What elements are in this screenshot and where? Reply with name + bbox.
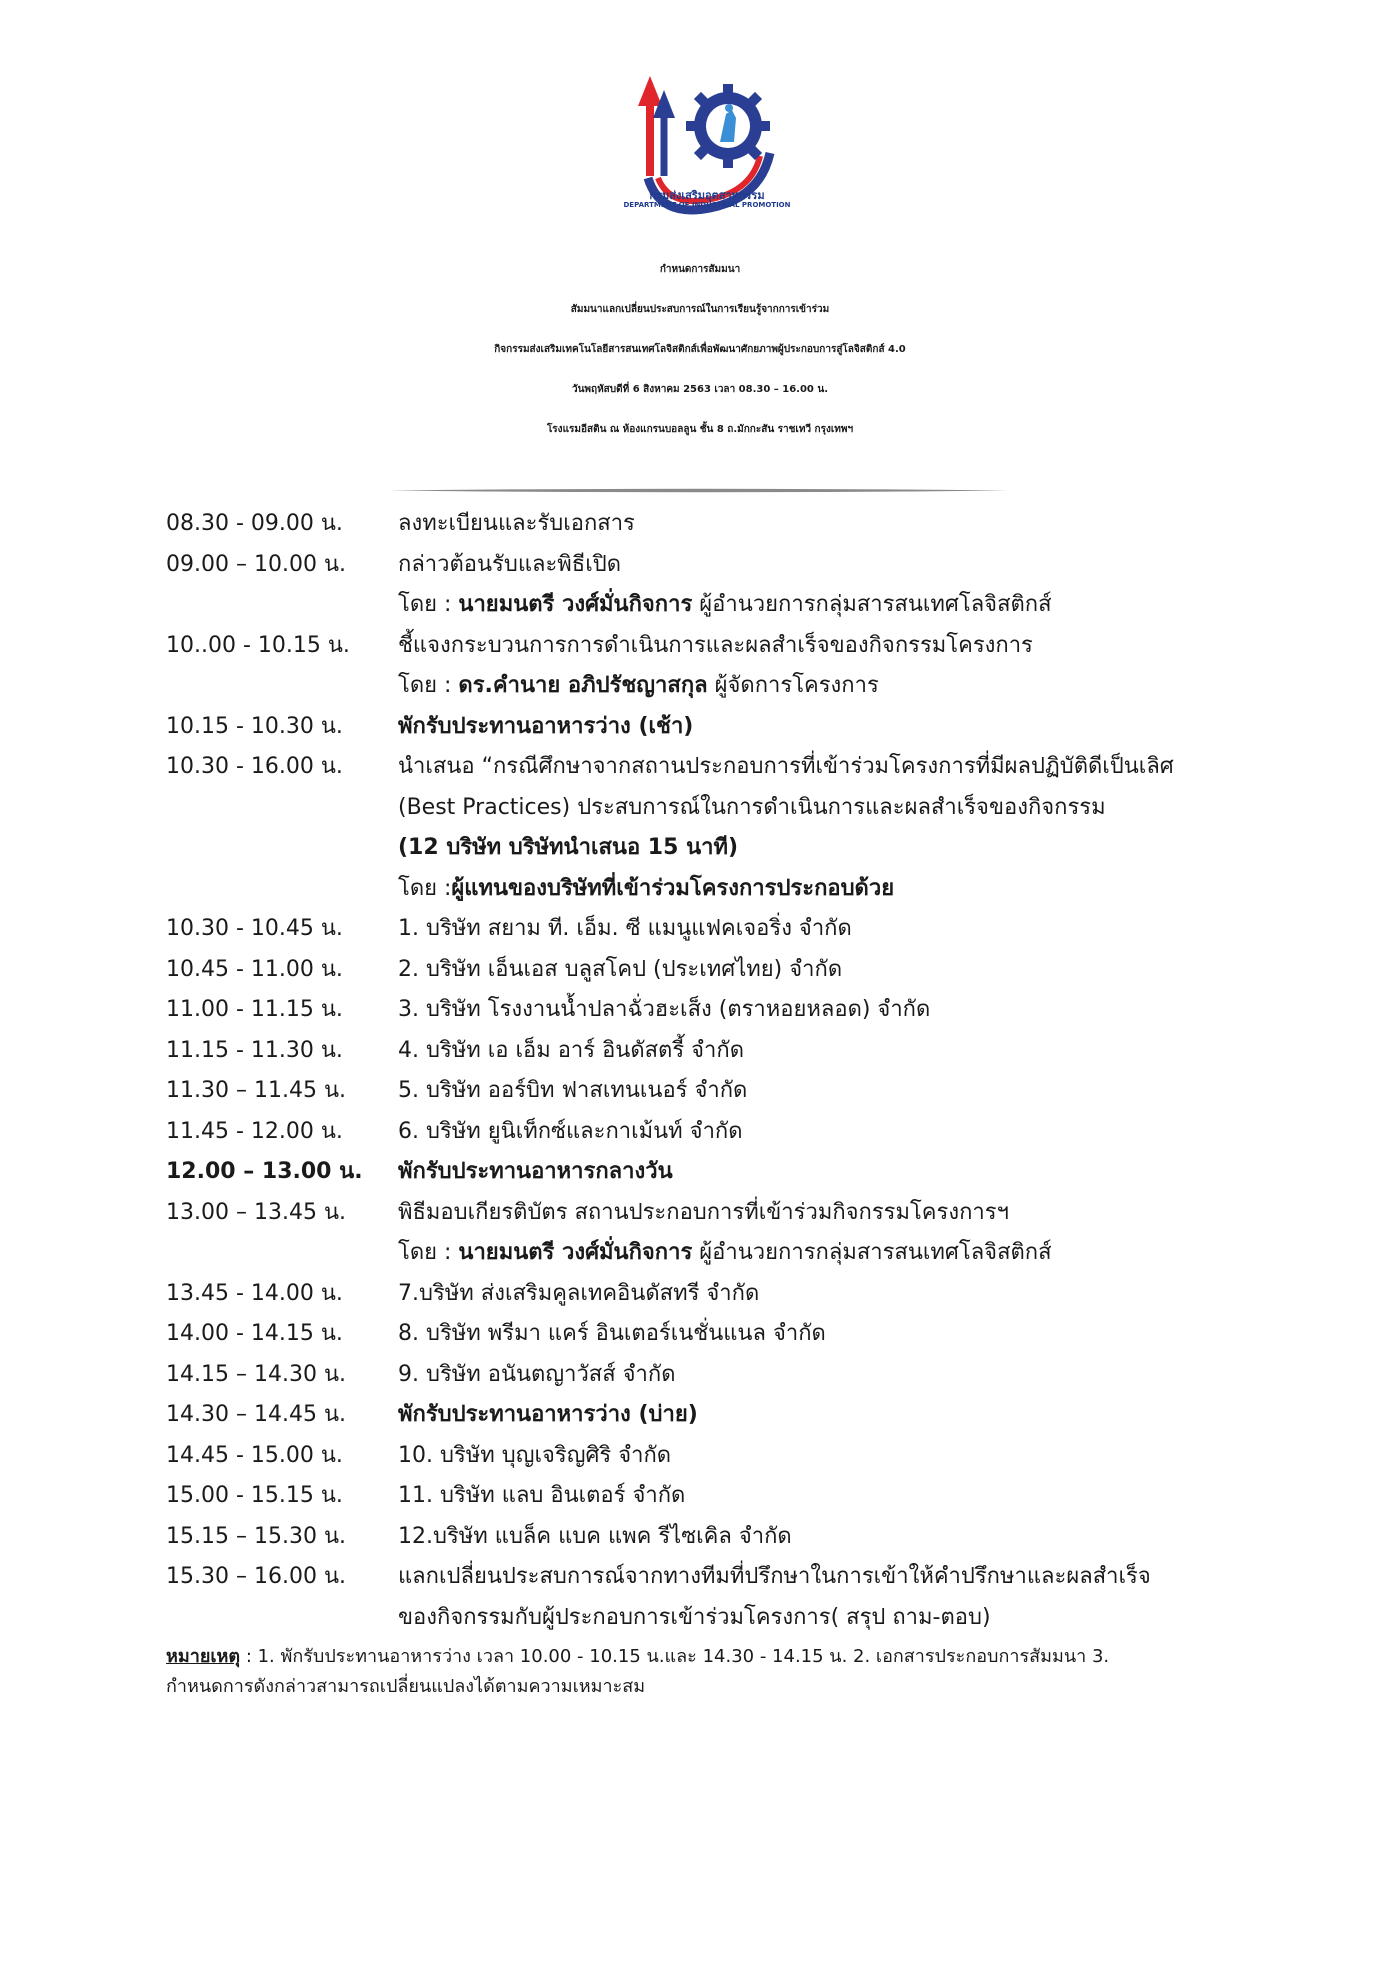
schedule-time: 15.15 – 15.30 น. bbox=[166, 1524, 346, 1549]
schedule-time: 15.00 - 15.15 น. bbox=[166, 1483, 343, 1508]
schedule-row bbox=[0, 504, 1400, 544]
schedule-row bbox=[0, 909, 1400, 949]
schedule-desc: กล่าวต้อนรับและพิธีเปิด bbox=[398, 552, 622, 577]
seminar-venue: โรงแรมอีสติน ณ ห้องแกรนบอลลูน ชั้น 8 ถ.มักกะสัน ราชเทวี กรุงเทพฯ bbox=[546, 424, 854, 435]
footnote-line-1: หมายเหตุ : 1. พักรับประทานอาหารว่าง เวลา 10.00 - 10.15 น.และ 14.30 - 14.15 น. 2. เอกสารประกอบการสัมมนา 3. bbox=[166, 1646, 1110, 1667]
schedule-speaker: โดย : ดร.คำนาย อภิปรัชญาสกุล ผู้จัดการโครงการ bbox=[398, 673, 879, 698]
schedule-time: 08.30 - 09.00 น. bbox=[166, 511, 343, 536]
schedule-desc: นำเสนอ “กรณีศึกษาจากสถานประกอบการที่เข้าร่วมโครงการที่มีผลปฏิบัติดีเป็นเลิศ bbox=[398, 754, 1174, 779]
schedule-desc: 12.บริษัท แบล็ค แบค แพค รีไซเคิล จำกัด bbox=[398, 1524, 792, 1549]
logo-org-name-en: DEPARTMENT OF INDUSTRIAL PROMOTION bbox=[623, 201, 791, 209]
schedule-time: 10.30 - 16.00 น. bbox=[166, 754, 343, 779]
schedule-desc: 7.บริษัท ส่งเสริมคูลเทคอินดัสทรี จำกัด bbox=[398, 1281, 760, 1306]
schedule-row bbox=[0, 1233, 1400, 1273]
schedule-time: 10..00 - 10.15 น. bbox=[166, 633, 350, 658]
seminar-date: วันพฤหัสบดีที่ 6 สิงหาคม 2563 เวลา 08.30 – 16.00 น. bbox=[571, 384, 828, 395]
schedule-time: 14.00 - 14.15 น. bbox=[166, 1321, 343, 1346]
schedule-row bbox=[0, 626, 1400, 666]
schedule-time: 13.45 - 14.00 น. bbox=[166, 1281, 343, 1306]
schedule-desc-continued: ของกิจกรรมกับผู้ประกอบการเข้าร่วมโครงการ( สรุป ถาม-ตอบ) bbox=[398, 1605, 991, 1630]
schedule-time: 14.15 – 14.30 น. bbox=[166, 1362, 346, 1387]
schedule-time: 14.45 - 15.00 น. bbox=[166, 1443, 343, 1468]
seminar-subtitle: กิจกรรมส่งเสริมเทคโนโลยีสารสนเทศโลจิสติกส์เพื่อพัฒนาศักยภาพผู้ประกอบการสู่โลจิสติกส์ 4.0 bbox=[494, 344, 906, 355]
schedule-desc: 8. บริษัท พรีมา แคร์ อินเตอร์เนชั่นแนล จำกัด bbox=[398, 1321, 826, 1346]
schedule-row bbox=[0, 1274, 1400, 1314]
schedule-desc: 11. บริษัท แลบ อินเตอร์ จำกัด bbox=[398, 1483, 686, 1508]
schedule-row bbox=[0, 1355, 1400, 1395]
schedule-row bbox=[0, 1436, 1400, 1476]
schedule-desc: 9. บริษัท อนันตญาวัสส์ จำกัด bbox=[398, 1362, 676, 1387]
schedule-desc: 5. บริษัท ออร์บิท ฟาสเทนเนอร์ จำกัด bbox=[398, 1078, 748, 1103]
schedule-row bbox=[0, 1152, 1400, 1192]
logo-org-name-th: กรมส่งเสริมอุตสาหกรรม bbox=[649, 189, 765, 202]
schedule-row bbox=[0, 707, 1400, 747]
schedule-time: 10.30 - 10.45 น. bbox=[166, 916, 343, 941]
schedule-time: 11.00 - 11.15 น. bbox=[166, 997, 343, 1022]
schedule-time: 10.15 - 10.30 น. bbox=[166, 714, 343, 739]
schedule-desc: 3. บริษัท โรงงานน้ำปลาฉั่วฮะเส็ง (ตราหอยหลอด) จำกัด bbox=[398, 997, 931, 1022]
footnote bbox=[166, 1642, 1109, 1702]
schedule-desc: 10. บริษัท บุญเจริญศิริ จำกัด bbox=[398, 1443, 672, 1468]
schedule-desc: 6. บริษัท ยูนิเท็กซ์และกาเม้นท์ จำกัด bbox=[398, 1119, 743, 1144]
schedule-row bbox=[0, 747, 1400, 787]
schedule-desc: แลกเปลี่ยนประสบการณ์จากทางทีมที่ปรึกษาในการเข้าให้คำปรึกษาและผลสำเร็จ bbox=[398, 1564, 1151, 1589]
schedule-desc: 4. บริษัท เอ เอ็ม อาร์ อินดัสตรี้ จำกัด bbox=[398, 1038, 745, 1063]
schedule-row bbox=[0, 666, 1400, 706]
schedule-row bbox=[0, 1193, 1400, 1233]
schedule-speaker: โดย :ผู้แทนของบริษัทที่เข้าร่วมโครงการประกอบด้วย bbox=[398, 876, 895, 901]
schedule-row bbox=[0, 1031, 1400, 1071]
schedule-row bbox=[0, 545, 1400, 585]
schedule-row bbox=[0, 1598, 1400, 1638]
schedule-time: 11.30 – 11.45 น. bbox=[166, 1078, 346, 1103]
schedule-time: 11.15 - 11.30 น. bbox=[166, 1038, 343, 1063]
schedule-row bbox=[0, 788, 1400, 828]
schedule-row bbox=[0, 1557, 1400, 1597]
schedule-row bbox=[0, 950, 1400, 990]
schedule-time: 13.00 – 13.45 น. bbox=[166, 1200, 346, 1225]
page-title: กำหนดการสัมมนา bbox=[659, 264, 741, 275]
schedule-time: 12.00 – 13.00 น. bbox=[166, 1159, 363, 1184]
schedule-row bbox=[0, 1476, 1400, 1516]
schedule-time: 15.30 – 16.00 น. bbox=[166, 1564, 346, 1589]
schedule-speaker: โดย : นายมนตรี วงศ์มั่นกิจการ ผู้อำนวยการกลุ่มสารสนเทศโลจิสติกส์ bbox=[398, 1240, 1052, 1265]
schedule-row bbox=[0, 990, 1400, 1030]
schedule-desc: พิธีมอบเกียรติบัตร สถานประกอบการที่เข้าร่วมกิจกรรมโครงการฯ bbox=[398, 1200, 1009, 1225]
decorative-divider bbox=[388, 488, 1008, 493]
schedule-time: 10.45 - 11.00 น. bbox=[166, 957, 343, 982]
schedule-break: พักรับประทานอาหารว่าง (บ่าย) bbox=[398, 1402, 698, 1427]
schedule-desc: ชี้แจงกระบวนการการดำเนินการและผลสำเร็จของกิจกรรมโครงการ bbox=[398, 633, 1033, 658]
schedule-row bbox=[0, 1112, 1400, 1152]
schedule-break: พักรับประทานอาหารกลางวัน bbox=[398, 1159, 673, 1184]
schedule-desc: 1. บริษัท สยาม ที. เอ็ม. ซี แมนูแฟคเจอริ่ง จำกัด bbox=[398, 916, 852, 941]
schedule-speaker: โดย : นายมนตรี วงศ์มั่นกิจการ ผู้อำนวยการกลุ่มสารสนเทศโลจิสติกส์ bbox=[398, 592, 1052, 617]
schedule-row bbox=[0, 1071, 1400, 1111]
schedule-row bbox=[0, 828, 1400, 868]
schedule-desc: 2. บริษัท เอ็นเอส บลูสโคป (ประเทศไทย) จำกัด bbox=[398, 957, 843, 982]
gear-icon bbox=[686, 84, 770, 168]
footnote-label: หมายเหตุ bbox=[166, 1646, 241, 1667]
schedule-time: 09.00 – 10.00 น. bbox=[166, 552, 346, 577]
schedule-desc: ลงทะเบียนและรับเอกสาร bbox=[398, 511, 635, 536]
footnote-line-2: กำหนดการดังกล่าวสามารถเปลี่ยนแปลงได้ตามความเหมาะสม bbox=[166, 1676, 646, 1697]
schedule-time: 14.30 – 14.45 น. bbox=[166, 1402, 346, 1427]
schedule-desc-bold: (12 บริษัท บริษัทนำเสนอ 15 นาที) bbox=[398, 835, 739, 860]
schedule-desc-continued: (Best Practices) ประสบการณ์ในการดำเนินการและผลสำเร็จของกิจกรรม bbox=[398, 795, 1106, 820]
schedule-row bbox=[0, 1517, 1400, 1557]
schedule-row bbox=[0, 869, 1400, 909]
schedule-row bbox=[0, 585, 1400, 625]
schedule-row bbox=[0, 1314, 1400, 1354]
schedule-row bbox=[0, 1395, 1400, 1435]
seminar-title: สัมมนาแลกเปลี่ยนประสบการณ์ในการเรียนรู้จากการเข้าร่วม bbox=[570, 304, 830, 315]
schedule-break: พักรับประทานอาหารว่าง (เช้า) bbox=[398, 714, 694, 739]
schedule-time: 11.45 - 12.00 น. bbox=[166, 1119, 343, 1144]
